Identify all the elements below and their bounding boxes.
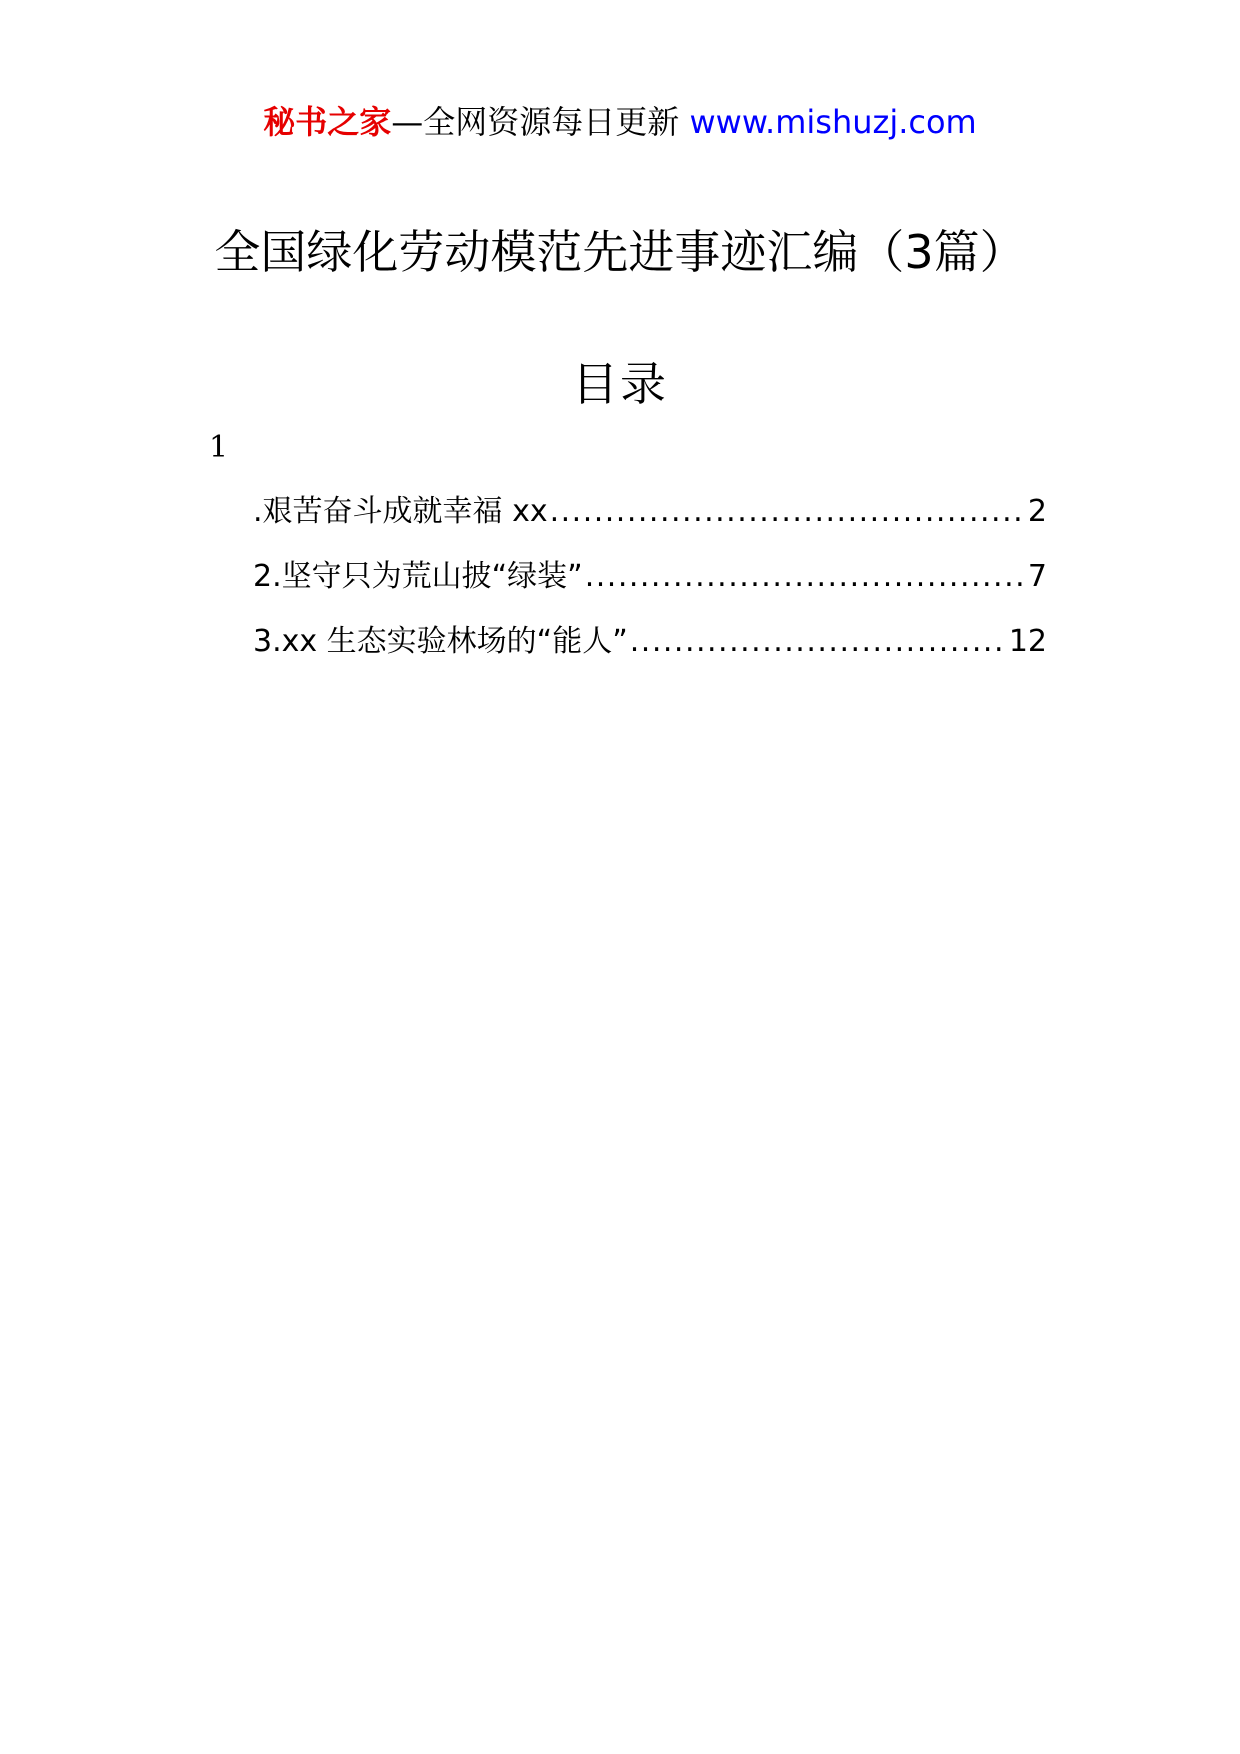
toc-entry-page: 7 (1027, 559, 1047, 594)
toc-entry-1[interactable] (253, 490, 1047, 555)
toc-leader-dots (550, 490, 1026, 534)
site-header (0, 100, 1240, 144)
toc-entry-2[interactable] (253, 555, 1047, 620)
site-slogan: —全网资源每日更新 (391, 103, 680, 141)
toc-entry-3[interactable] (253, 620, 1047, 685)
site-url-link[interactable]: www.mishuzj.com (689, 103, 977, 141)
toc-leader-dots (585, 555, 1026, 599)
brand-name: 秘书之家 (263, 103, 392, 141)
toc-entry-page: 2 (1027, 494, 1047, 529)
toc-entry-title: 2.坚守只为荒山披“绿装” (253, 559, 583, 594)
toc-heading: 目录 (572, 357, 668, 411)
stray-number-label: 1 (209, 430, 229, 465)
table-of-contents (253, 490, 1047, 685)
toc-entry-title: .艰苦奋斗成就幸福 xx (253, 494, 548, 529)
toc-entry-title: 3.xx 生态实验林场的“能人” (253, 624, 628, 659)
toc-entry-page: 12 (1008, 624, 1047, 659)
toc-leader-dots (630, 620, 1007, 664)
document-title: 全国绿化劳动模范先进事迹汇编（3篇） (214, 225, 1026, 279)
